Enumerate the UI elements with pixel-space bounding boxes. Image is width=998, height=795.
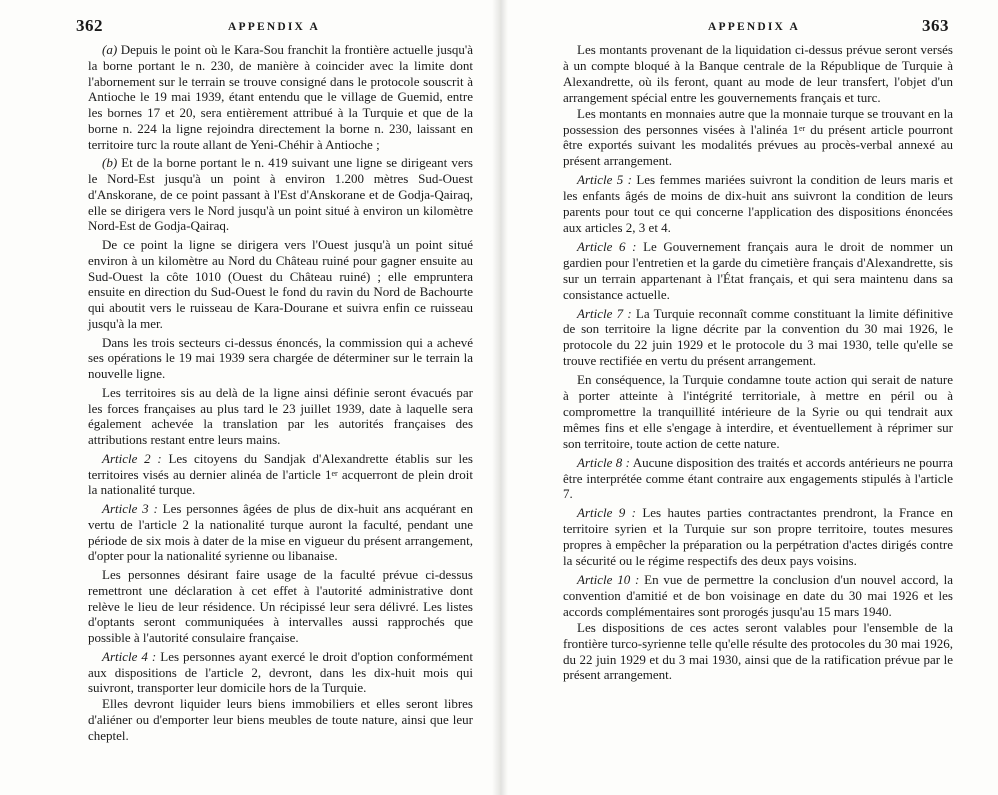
paragraph-text: Les personnes désirant faire usage de la faculté prévue ci-dessus remettront une déclaration à cet effet à l'autorité administrative dont relève le lieu de leur résidence. Un récipissé leur sera délivré. Les listes d'optants seront communiquées à intervalles aussi rapprochés que possible à l'autorité consulaire française. xyxy=(88,567,473,645)
paragraph xyxy=(88,385,473,448)
paragraph xyxy=(563,106,953,170)
paragraph-text: du présent article pourront être exportés suivant les modalités prévues au procès-verbal annexé au présent arrangement. xyxy=(563,121,953,169)
page-body xyxy=(88,42,473,746)
superscript: er xyxy=(331,468,338,478)
paragraph xyxy=(563,42,953,106)
paragraph-text: acquerront de plein droit la nationalité turque. xyxy=(88,466,473,498)
article-paragraph xyxy=(563,505,953,569)
article-label: Article 2 : xyxy=(102,450,162,466)
paragraph-text: De ce point la ligne se dirigera vers l'Ouest jusqu'à un point situé environ à un kilomètre au Nord du Château ruiné pour gagner ensuite au Sud-Ouest la côte 1010 (Ouest du Château ruiné) ; elle empruntera ensuite en direction du Sud-Ouest le fond du ravin du Nord de Bachourte qui aboutit vers le ruisseau de Kara-Dourane et suivra enfin ce ruisseau jusqu'à la mer. xyxy=(88,237,473,331)
paragraph-text: En conséquence, la Turquie condamne toute action qui serait de nature à porter atteinte à l'intégrité territoriale, à mettre en péril ou à compromettre la tranquillité intérieure de la Syrie ou qui tendrait aux mêmes fins et elle s'engage à interdire, et éventuellement à réprimer sur son territoire, toute action de cette nature. xyxy=(563,372,953,451)
article-paragraph xyxy=(88,451,473,498)
running-head: APPENDIX A xyxy=(708,21,800,33)
paragraph-text: Le Gouvernement français aura le droit de nommer un gardien pour l'entretien et la garde du cimetière français d'Alexandrette, sis sur un terrain appartenant à l'État français, et qui sera maintenu dans sa consistance actuelle. xyxy=(563,238,953,302)
paragraph-text: Les citoyens du Sandjak d'Alexandrette établis sur les territoires visés au dernier alinéa de l'article 1 xyxy=(88,450,473,482)
article-label: Article 10 : xyxy=(577,572,640,587)
paragraph xyxy=(563,620,953,684)
paragraph-text: Les montants provenant de la liquidation ci-dessus prévue seront versés à un compte bloqué à la Banque centrale de la République de Turquie à Alexandrette, où ils feront, quant au mode de leur transfert, l'objet d'un arrangement spécial entre les gouvernements français et turc. xyxy=(563,42,953,105)
paragraph-text: En vue de permettre la conclusion d'un nouvel accord, la convention d'amitié et de bon voisinage en date du 30 mai 1926 et les accords complémentaires sont prorogés jusqu'au 15 mars 1940. xyxy=(563,572,953,619)
item-label: (b) xyxy=(102,155,118,171)
paragraph xyxy=(88,335,473,382)
book-gutter xyxy=(492,0,508,795)
paragraph xyxy=(88,42,473,152)
paragraph xyxy=(563,372,953,452)
article-label: Article 9 : xyxy=(577,505,636,521)
article-paragraph xyxy=(563,572,953,620)
article-paragraph xyxy=(563,306,953,370)
article-label: Article 6 : xyxy=(577,238,637,254)
running-head: APPENDIX A xyxy=(228,21,320,33)
article-paragraph xyxy=(563,172,953,236)
paragraph xyxy=(88,567,473,646)
paragraph-text: Les hautes parties contractantes prendront, la France en territoire syrien et la Turquie sur son propre territoire, toutes mesures propres à empêcher la préparation ou la perpétration d'actes dirigés contre la sécurité ou le régime respectifs des deux pays voisins. xyxy=(563,505,953,569)
superscript: er xyxy=(798,123,806,133)
article-label: Article 3 : xyxy=(102,501,158,516)
paragraph-text: Les montants en monnaies autre que la monnaie turque se trouvant en la possession des personnes visées à l'alinéa 1 xyxy=(563,105,953,137)
article-label: Article 4 : xyxy=(102,648,157,664)
paragraph-text: Et de la borne portant le n. 419 suivant une ligne se dirigeant vers le Nord-Est jusqu'à un point à environ 1.200 mètres Sud-Ouest d'Anskorane, de ce point passant à l'Est d'Anskorane et de Godja-Qairaq, elle se dirigera vers le Nord jusqu'à un point situé à environ un kilomètre Nord-Est de Godja-Qairaq. xyxy=(88,155,473,234)
article-paragraph xyxy=(563,455,953,503)
paragraph-text: Elles devront liquider leurs biens immobiliers et elles seront libres d'aliéner ou d'emporter leur biens meubles de toute nature, ainsi que leur cheptel. xyxy=(88,696,473,743)
page-number: 362 xyxy=(76,16,103,35)
article-paragraph xyxy=(88,649,473,696)
article-paragraph xyxy=(563,239,953,303)
paragraph-text: Les personnes ayant exercé le droit d'option conformément aux dispositions de l'article 2, devront, dans les dix-huit mois qui suivront, transporter leur domicile hors de la Turquie. xyxy=(88,648,473,696)
article-label: Article 7 : xyxy=(577,305,632,321)
page-number: 363 xyxy=(922,16,949,35)
paragraph-text: Aucune disposition des traités et accords antérieurs ne pourra être interprétée comme étant contraire aux engagements stipulés à l'article 7. xyxy=(563,454,953,502)
paragraph-text: Les femmes mariées suivront la condition de leurs maris et les enfants âgés de moins de dix-huit ans suivront la condition de leurs parents pour tout ce qui concerne l'application des dispositions énoncées aux articles 2, 3 et 4. xyxy=(563,172,953,235)
article-label: Article 8 : xyxy=(577,454,631,470)
paragraph xyxy=(88,696,473,743)
article-paragraph xyxy=(88,501,473,564)
paragraph-text: La Turquie reconnaît comme constituant la limite définitive de son territoire la ligne décrite par la convention du 30 mai 1926, le protocole du 22 juin 1929 et le protocole du 3 mai 1930, telle qu'elle se trouve rectifiée en vertu du présent arrangement. xyxy=(563,305,953,369)
paragraph-text: Depuis le point où le Kara-Sou franchit la frontière actuelle jusqu'à la borne portant le n. 230, de manière à coincider avec la limite dont l'abornement sur le terrain se trouve consigné dans le protocole souscrit à Antioche le 19 mai 1939, étant entendu que le village de Guemid, entre les bornes 17 et 20, sera entièrement attribué à la Turquie et que de la borne n. 224 la ligne rejoindra directement la borne n. 230, laissant en territoire turc la route allant de Yeni-Chéhir à Antioche ; xyxy=(88,42,473,152)
page-body xyxy=(563,42,953,686)
paragraph-text: Les dispositions de ces actes seront valables pour l'ensemble de la frontière turco-syrienne telle qu'elle résulte des protocoles du 30 mai 1926, du 22 juin 1929 et du 3 mai 1930, ainsi que de la ratification prévue par le présent arrangement. xyxy=(563,619,953,683)
paragraph-text: Dans les trois secteurs ci-dessus énoncés, la commission qui a achevé ses opérations le 19 mai 1939 sera chargée de déterminer sur le terrain la nouvelle ligne. xyxy=(88,334,473,381)
paragraph xyxy=(88,155,473,234)
paragraph xyxy=(88,237,473,332)
article-label: Article 5 : xyxy=(577,172,632,188)
item-label: (a) xyxy=(102,42,118,57)
paragraph-text: Les personnes âgées de plus de dix-huit ans acquérant en vertu de l'article 2 la nationalité turque auront la faculté, pendant une période de six mois à dater de la mise en vigueur du présent arrangement, d'opter pour la nationalité syrienne ou libanaise. xyxy=(88,501,473,564)
paragraph-text: Les territoires sis au delà de la ligne ainsi définie seront évacués par les forces françaises au plus tard le 23 juillet 1939, date à laquelle sera également achevée la translation par les autorités françaises des attributions restant entre leurs mains. xyxy=(88,384,473,447)
